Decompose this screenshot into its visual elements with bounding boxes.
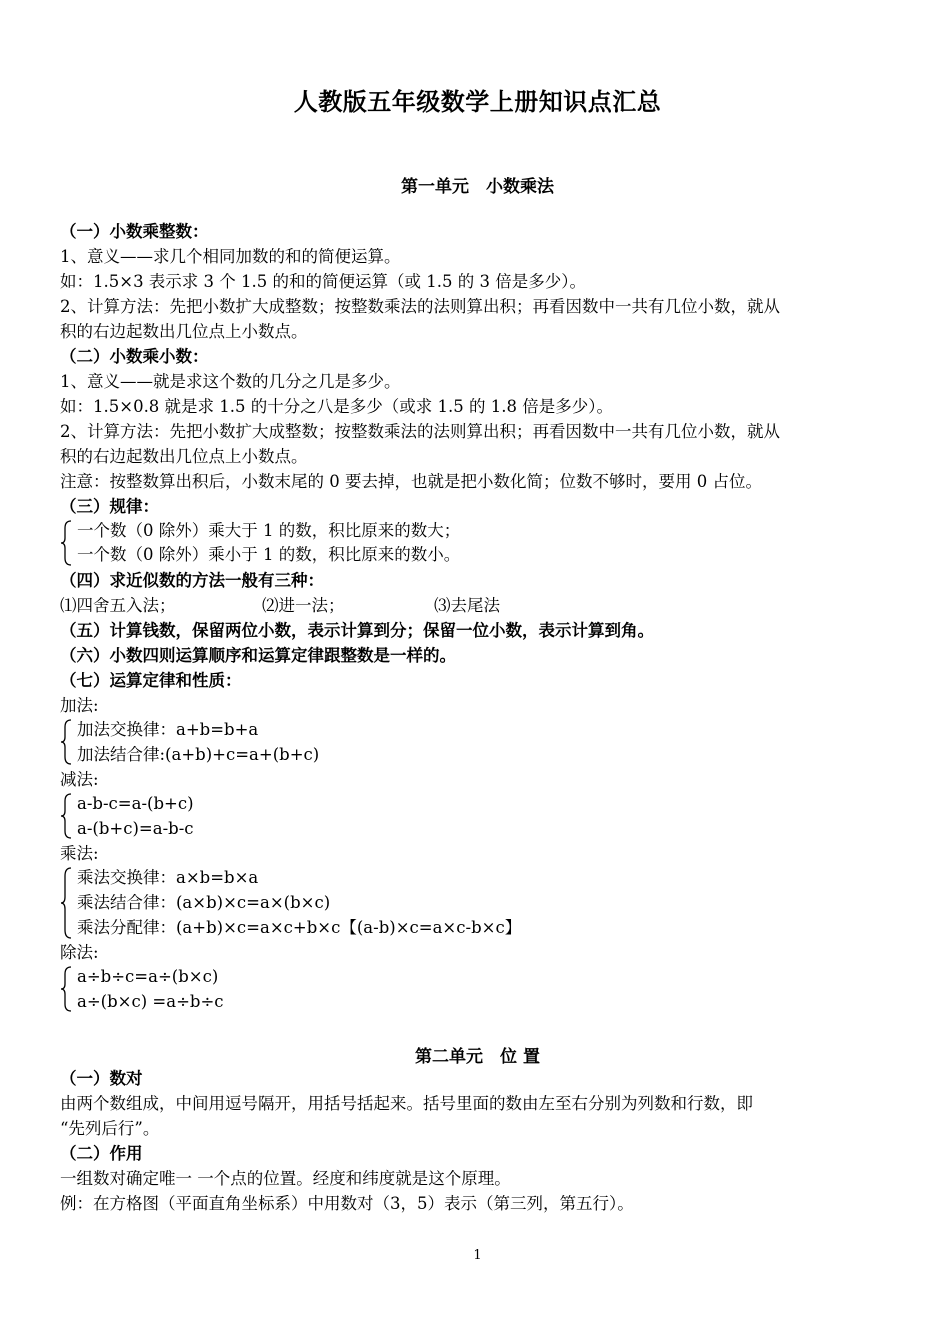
unit2-heading: 第二单元 位 置 xyxy=(415,1047,540,1067)
methods-row xyxy=(60,594,500,618)
rule-line: a-b-c=a-(b+c) xyxy=(77,794,194,813)
text-line: 一组数对确定唯一 一个点的位置。经度和纬度就是这个原理。 xyxy=(60,1169,511,1188)
left-brace-icon xyxy=(60,793,74,839)
rule-line: a÷b÷c=a÷(b×c) xyxy=(77,967,219,986)
left-brace-icon xyxy=(60,719,74,765)
rule-line: 加法结合律:(a+b)+c=a+(b+c) xyxy=(77,745,320,764)
addition-label: 加法: xyxy=(60,696,99,715)
section-2-2-title: （二）作用 xyxy=(60,1144,143,1163)
section-1-3-title: （三）规律： xyxy=(60,497,159,516)
text-line: 2、计算方法：先把小数扩大成整数；按整数乘法的法则算出积；再看因数中一共有几位小数，就从 xyxy=(60,297,780,316)
rule-line: 乘法结合律：(a×b)×c=a×(b×c) xyxy=(77,893,331,912)
section-2-1-title: （一）数对 xyxy=(60,1069,143,1088)
method-2: ⑵进一法； xyxy=(262,596,345,615)
unit1-heading: 第一单元 小数乘法 xyxy=(401,177,554,197)
page-number: 1 xyxy=(473,1248,482,1263)
left-brace-icon xyxy=(60,867,74,939)
text-line: 例：在方格图（平面直角坐标系）中用数对（3，5）表示（第三列，第五行）。 xyxy=(60,1194,634,1213)
text-line: 1、意义——求几个相同加数的和的简便运算。 xyxy=(60,247,401,266)
section-1-6: （六）小数四则运算顺序和运算定律跟整数是一样的。 xyxy=(60,646,456,665)
text-line: 由两个数组成，中间用逗号隔开，用括号括起来。括号里面的数由左至右分别为列数和行数，即 xyxy=(60,1094,753,1113)
text-line: 如：1.5×3 表示求 3 个 1.5 的和的简便运算（或 1.5 的 3 倍是多少）。 xyxy=(60,272,586,291)
multiplication-label: 乘法: xyxy=(60,844,99,863)
method-3: ⑶去尾法 xyxy=(434,596,500,615)
section-1-4-title: （四）求近似数的方法一般有三种： xyxy=(60,571,324,590)
section-1-5: （五）计算钱数，保留两位小数，表示计算到分；保留一位小数，表示计算到角。 xyxy=(60,621,654,640)
document-title: 人教版五年级数学上册知识点汇总 xyxy=(293,87,662,116)
text-line: 积的右边起数出几位点上小数点。 xyxy=(60,322,308,341)
note-line: 注意：按整数算出积后，小数末尾的 0 要去掉，也就是把小数化简；位数不够时，要用 0 占位。 xyxy=(60,472,762,491)
text-line: 如：1.5×0.8 就是求 1.5 的十分之八是多少（或求 1.5 的 1.8 倍是多少）。 xyxy=(60,397,613,416)
section-1-2-title: （二）小数乘小数： xyxy=(60,347,209,366)
subtraction-label: 减法: xyxy=(60,770,99,789)
rule-line: a÷(b×c) =a÷b÷c xyxy=(77,992,224,1011)
text-line: “先列后行”。 xyxy=(60,1119,160,1138)
section-1-7-title: （七）运算定律和性质： xyxy=(60,671,242,690)
section-1-1-title: （一）小数乘整数： xyxy=(60,222,209,241)
text-line: 积的右边起数出几位点上小数点。 xyxy=(60,447,308,466)
left-brace-icon xyxy=(60,520,74,566)
division-label: 除法: xyxy=(60,943,99,962)
rule-line: 一个数（0 除外）乘小于 1 的数，积比原来的数小。 xyxy=(77,545,461,564)
text-line: 1、意义——就是求这个数的几分之几是多少。 xyxy=(60,372,401,391)
rule-line: 一个数（0 除外）乘大于 1 的数，积比原来的数大； xyxy=(77,521,461,540)
text-line: 2、计算方法：先把小数扩大成整数；按整数乘法的法则算出积；再看因数中一共有几位小数，就从 xyxy=(60,422,780,441)
rule-line: 乘法分配律：(a+b)×c=a×c+b×c【(a-b)×c=a×c-b×c】 xyxy=(77,918,522,937)
rule-line: 加法交换律：a+b=b+a xyxy=(77,720,259,739)
rule-line: 乘法交换律：a×b=b×a xyxy=(77,868,259,887)
rule-line: a-(b+c)=a-b-c xyxy=(77,819,194,838)
method-1: ⑴四舍五入法； xyxy=(60,596,176,615)
left-brace-icon xyxy=(60,966,74,1012)
